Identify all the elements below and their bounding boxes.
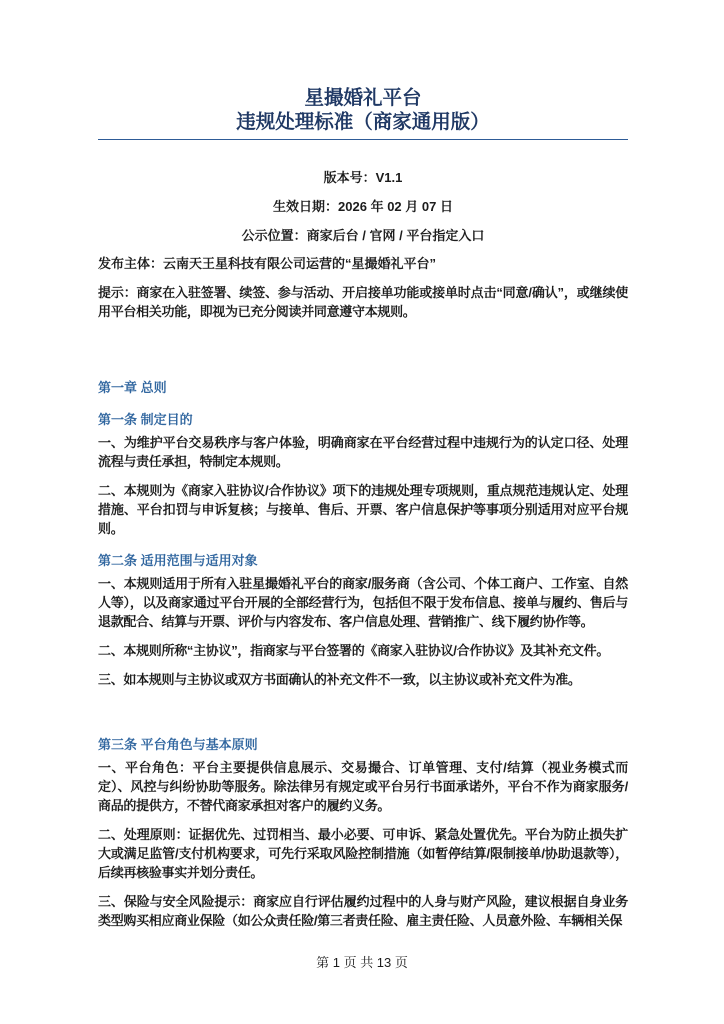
article-3-paragraph-1: 一、平台角色：平台主要提供信息展示、交易撮合、订单管理、支付/结算（视业务模式而定）、风控与纠纷协助等服务。除法律另有规定或平台另行书面承诺外，平台不作为商家服务/商品的提供方，不替代商家承担对客户的履约义务。 bbox=[98, 760, 628, 813]
article-1-paragraph-2: 二、本规则为《商家入驻协议/合作协议》项下的违规处理专项规则，重点规范违规认定、处理措施、平台扣罚与申诉复核；与接单、售后、开票、客户信息保护等事项分别适用对应平台规则。 bbox=[98, 483, 628, 536]
notice-paragraph: 提示：商家在入驻签署、续签、参与活动、开启接单功能或接单时点击“同意/确认”，或继续使用平台相关功能，即视为已充分阅读并同意遵守本规则。 bbox=[98, 285, 628, 319]
chapter-1-heading: 第一章 总则 bbox=[98, 380, 167, 395]
article-2-paragraph-3: 三、如本规则与主协议或双方书面确认的补充文件不一致，以主协议或补充文件为准。 bbox=[98, 672, 581, 687]
doc-title-line2: 违规处理标准（商家通用版） bbox=[236, 111, 490, 133]
article-1-paragraph-1: 一、为维护平台交易秩序与客户体验，明确商家在平台经营过程中违规行为的认定口径、处理流程与责任承担，特制定本规则。 bbox=[98, 435, 628, 469]
version-line: 版本号：V1.1 bbox=[323, 170, 403, 185]
article-2-heading: 第二条 适用范围与适用对象 bbox=[98, 553, 258, 568]
doc-title bbox=[98, 86, 628, 134]
publicity-location-line: 公示位置：商家后台 / 官网 / 平台指定入口 bbox=[241, 228, 485, 243]
title-divider bbox=[98, 139, 628, 140]
article-2-paragraph-1: 一、本规则适用于所有入驻星撮婚礼平台的商家/服务商（含公司、个体工商户、工作室、自然人等），以及商家通过平台开展的全部经营行为，包括但不限于发布信息、接单与履约、售后与退款配合、结算与开票、评价与内容发布、客户信息处理、营销推广、线下履约协作等。 bbox=[98, 576, 628, 629]
article-3-paragraph-3: 三、保险与安全风险提示：商家应自行评估履约过程中的人身与财产风险，建议根据自身业务类型购买相应商业保险（如公众责任险/第三者责任险、雇主责任险、人员意外险、车辆相关保 bbox=[98, 894, 628, 928]
page-number: 第 1 页 共 13 页 bbox=[316, 955, 408, 970]
effective-date-line: 生效日期：2026 年 02 月 07 日 bbox=[273, 199, 453, 214]
article-3-heading: 第三条 平台角色与基本原则 bbox=[98, 737, 258, 752]
doc-title-line1: 星撮婚礼平台 bbox=[304, 87, 422, 109]
article-2-paragraph-2: 二、本规则所称“主协议”，指商家与平台签署的《商家入驻协议/合作协议》及其补充文件。 bbox=[98, 643, 610, 658]
article-1-heading: 第一条 制定目的 bbox=[98, 412, 193, 427]
article-3-paragraph-2: 二、处理原则：证据优先、过罚相当、最小必要、可申诉、紧急处置优先。平台为防止损失扩大或满足监管/支付机构要求，可先行采取风险控制措施（如暂停结算/限制接单/协助退款等），后续再核验事实并划分责任。 bbox=[98, 827, 628, 880]
document-content bbox=[98, 0, 628, 930]
publisher-line: 发布主体：云南天王星科技有限公司运营的“星撮婚礼平台” bbox=[98, 256, 437, 271]
